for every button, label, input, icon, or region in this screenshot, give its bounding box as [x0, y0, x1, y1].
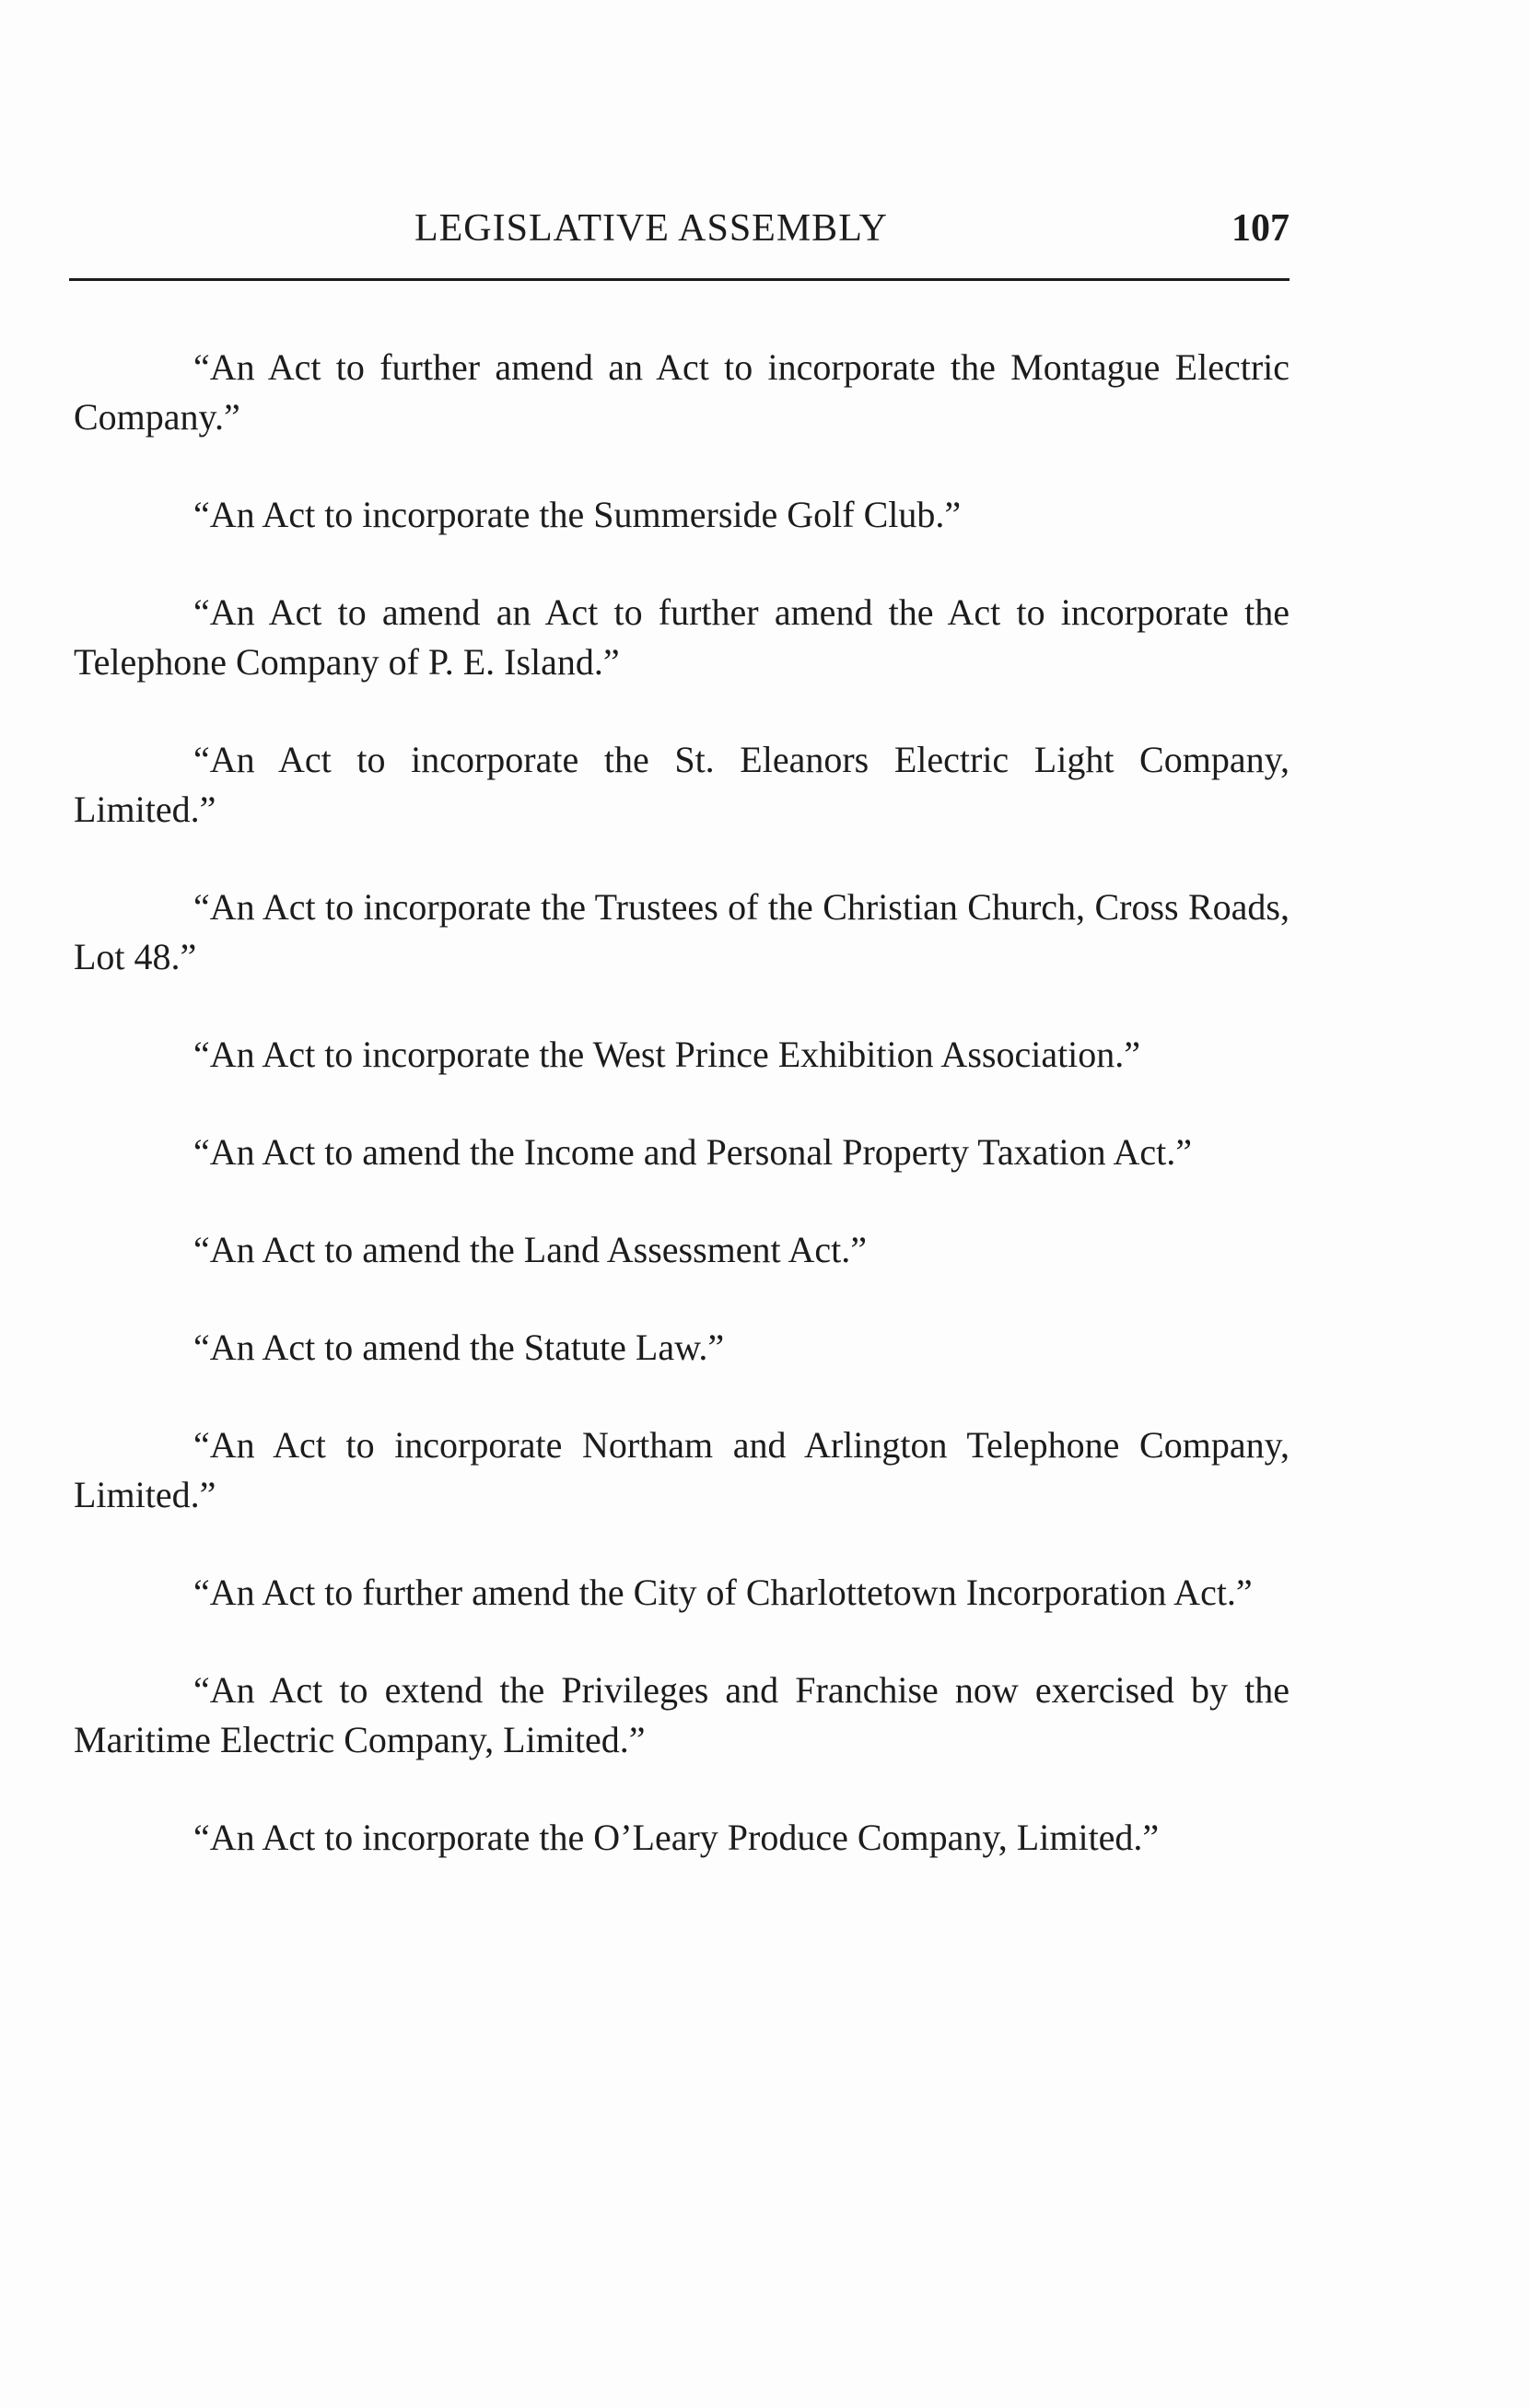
list-item: “An Act to incorporate Northam and Arlington Telephone Company, Limited.” — [74, 1424, 1290, 1515]
running-header — [69, 201, 1290, 256]
list-item: “An Act to incorporate the O’Leary Produce Company, Limited.” — [193, 1817, 1160, 1858]
act-list — [74, 343, 1290, 1911]
header-rule — [69, 278, 1290, 281]
header-title: LEGISLATIVE ASSEMBLY — [414, 207, 888, 250]
list-item: “An Act to incorporate the Summerside Golf Club.” — [193, 494, 962, 535]
list-item: “An Act to amend the Land Assessment Act.” — [193, 1229, 867, 1270]
list-item: “An Act to incorporate the St. Eleanors Electric Light Company, Limited.” — [74, 739, 1290, 830]
list-item: “An Act to further amend the City of Charlottetown Incorporation Act.” — [193, 1572, 1253, 1613]
page-number: 107 — [1231, 207, 1290, 250]
list-item: “An Act to amend the Statute Law.” — [193, 1327, 725, 1368]
list-item: “An Act to incorporate the Trustees of the Christian Church, Cross Roads, Lot 48.” — [74, 886, 1290, 977]
list-item: “An Act to amend the Income and Personal Property Taxation Act.” — [193, 1131, 1192, 1173]
list-item: “An Act to amend an Act to further amend the Act to incorporate the Telephone Company of P. E. Island.” — [74, 591, 1290, 683]
list-item: “An Act to further amend an Act to incorporate the Montague Electric Company.” — [74, 346, 1290, 438]
list-item: “An Act to extend the Privileges and Franchise now exercised by the Maritime Electric Company, Limited.” — [74, 1669, 1290, 1760]
list-item: “An Act to incorporate the West Prince Exhibition Association.” — [193, 1034, 1141, 1075]
